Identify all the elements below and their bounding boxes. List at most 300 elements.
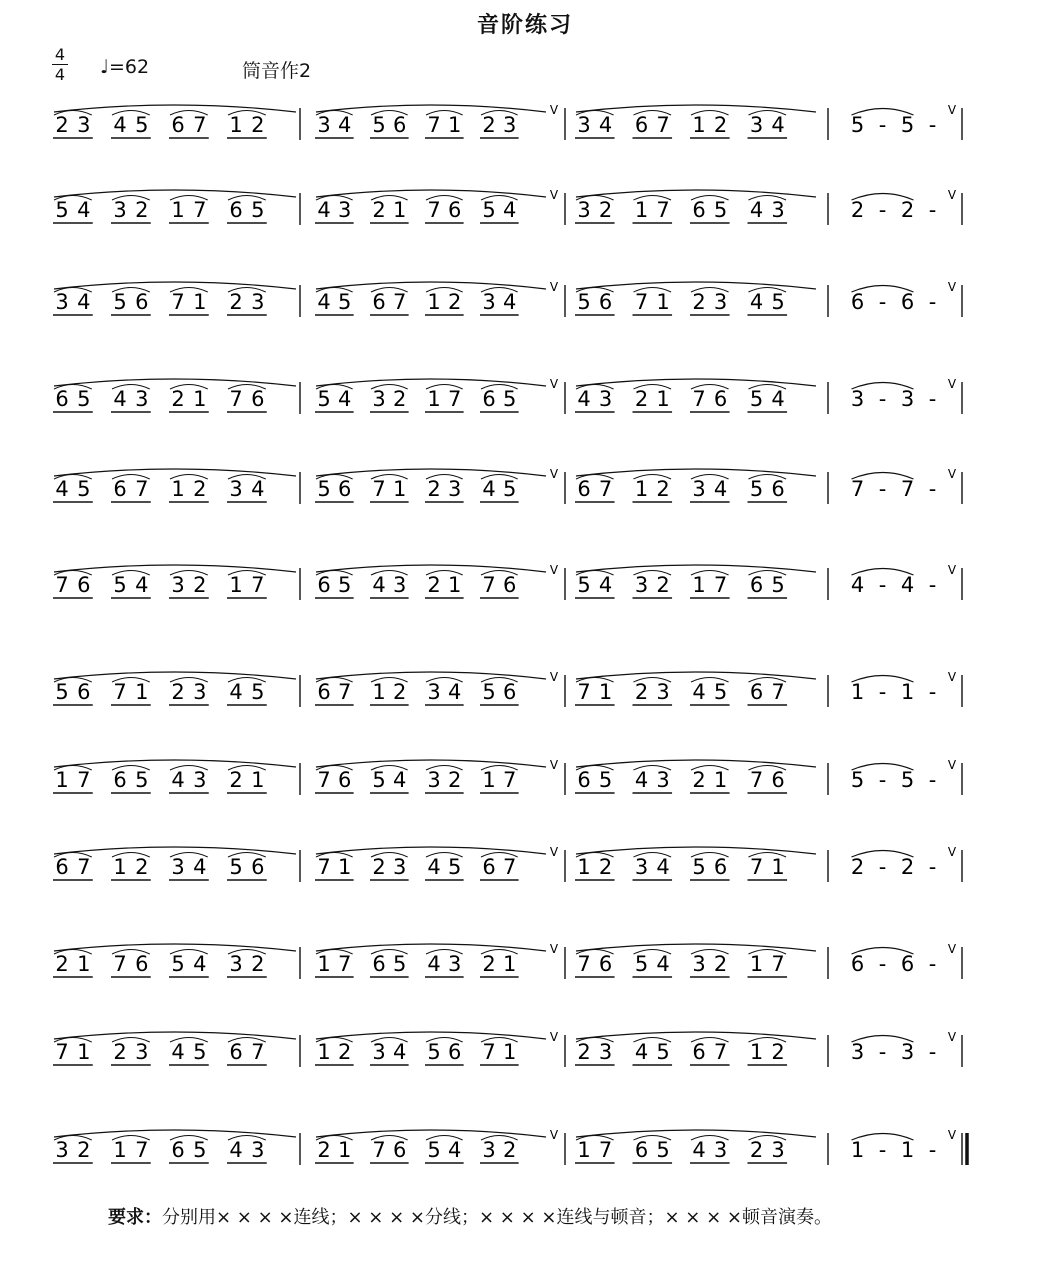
- note: 4: [692, 680, 706, 704]
- note: 7: [713, 573, 728, 597]
- key-marking: 筒音作2: [242, 60, 312, 82]
- note: 5: [713, 198, 728, 222]
- note: 4: [447, 680, 462, 704]
- slur: [54, 190, 296, 197]
- note: 3: [598, 1040, 613, 1064]
- note: 3: [55, 1138, 69, 1162]
- slur: [576, 469, 816, 476]
- note: 4: [482, 477, 496, 501]
- dash-note: -: [928, 387, 937, 411]
- note: 4: [656, 855, 670, 879]
- slur: [316, 379, 546, 386]
- note: 2: [900, 198, 915, 222]
- slur: [54, 565, 296, 572]
- note: 6: [713, 387, 728, 411]
- note: 5: [900, 768, 915, 792]
- note: 3: [113, 198, 127, 222]
- note: 1: [598, 680, 613, 704]
- dash-note: -: [878, 387, 887, 411]
- note: 4: [749, 290, 764, 314]
- note: 6: [850, 952, 865, 976]
- breath-mark: V: [947, 188, 957, 202]
- note: 1: [577, 1138, 591, 1162]
- note: 5: [193, 1040, 207, 1064]
- note: 4: [900, 573, 915, 597]
- note: 1: [656, 387, 670, 411]
- note: 1: [135, 680, 149, 704]
- note: 4: [850, 573, 865, 597]
- breath-mark: V: [947, 377, 957, 391]
- breath-mark: V: [549, 377, 559, 391]
- score-row: [50, 183, 980, 253]
- note: 2: [447, 768, 462, 792]
- slur: [54, 469, 296, 476]
- breath-mark: V: [947, 563, 957, 577]
- dash-note: -: [878, 680, 887, 704]
- note: 7: [427, 113, 441, 137]
- note: 5: [447, 855, 462, 879]
- slur: [54, 1032, 296, 1039]
- note: 6: [502, 680, 517, 704]
- note: 4: [771, 387, 785, 411]
- slur: [576, 190, 816, 197]
- note: 3: [692, 952, 706, 976]
- note: 3: [749, 113, 764, 137]
- note: 4: [427, 855, 441, 879]
- note: 7: [482, 573, 496, 597]
- note: 2: [317, 1138, 331, 1162]
- breath-mark: V: [947, 845, 957, 859]
- score-row-svg: [50, 558, 980, 628]
- score-row: [50, 937, 980, 1007]
- slur: [316, 105, 546, 112]
- note: 1: [502, 1040, 517, 1064]
- breath-mark: V: [947, 758, 957, 772]
- note: 1: [692, 573, 706, 597]
- note: 4: [251, 477, 265, 501]
- note: 4: [598, 113, 613, 137]
- note: 1: [482, 768, 496, 792]
- score-row-svg: [50, 275, 980, 345]
- note: 6: [502, 573, 517, 597]
- slur: [54, 672, 296, 679]
- score-row-svg: [50, 937, 980, 1007]
- note: 2: [850, 855, 865, 879]
- note: 4: [634, 1040, 649, 1064]
- note: 3: [193, 768, 207, 792]
- breath-mark: V: [947, 280, 957, 294]
- breath-mark: V: [549, 467, 559, 481]
- note: 5: [251, 198, 265, 222]
- note: 2: [251, 952, 265, 976]
- note: 5: [482, 680, 496, 704]
- dash-note: -: [878, 768, 887, 792]
- note: 5: [656, 1040, 670, 1064]
- note: 6: [77, 680, 91, 704]
- note: 2: [634, 387, 649, 411]
- note: 3: [447, 477, 462, 501]
- dash-note: -: [928, 855, 937, 879]
- note: 2: [598, 198, 613, 222]
- note: 5: [850, 768, 865, 792]
- note: 6: [749, 680, 764, 704]
- note: 1: [771, 855, 785, 879]
- note: 7: [135, 1138, 149, 1162]
- note: 2: [193, 573, 207, 597]
- note: 2: [372, 855, 386, 879]
- note: 4: [749, 198, 764, 222]
- slur: [576, 1130, 816, 1137]
- note: 4: [77, 290, 91, 314]
- breath-mark: V: [947, 942, 957, 956]
- note: 5: [337, 573, 352, 597]
- note: 6: [850, 290, 865, 314]
- note: 2: [656, 573, 670, 597]
- slur: [54, 944, 296, 951]
- score-row: [50, 275, 980, 345]
- note: 7: [656, 198, 670, 222]
- note: 3: [392, 855, 407, 879]
- note: 4: [171, 768, 185, 792]
- note: 7: [771, 952, 785, 976]
- note: 2: [171, 387, 185, 411]
- note: 7: [598, 1138, 613, 1162]
- note: 6: [598, 290, 613, 314]
- breath-mark: V: [947, 1128, 957, 1142]
- note: 3: [656, 680, 670, 704]
- dash-note: -: [878, 952, 887, 976]
- slur: [576, 282, 816, 289]
- note: 3: [427, 680, 441, 704]
- note: 7: [656, 113, 670, 137]
- note: 5: [656, 1138, 670, 1162]
- note: 6: [392, 1138, 407, 1162]
- note: 7: [55, 573, 69, 597]
- dash-note: -: [878, 198, 887, 222]
- note: 4: [656, 952, 670, 976]
- note: 4: [113, 113, 127, 137]
- note: 6: [372, 952, 386, 976]
- note: 7: [749, 855, 764, 879]
- note: 4: [577, 387, 591, 411]
- note: 1: [171, 198, 185, 222]
- note: 4: [77, 198, 91, 222]
- note: 6: [372, 290, 386, 314]
- note: 4: [598, 573, 613, 597]
- note: 1: [850, 680, 865, 704]
- note: 5: [502, 387, 517, 411]
- note: 3: [502, 113, 517, 137]
- note: 3: [372, 387, 386, 411]
- note: 4: [229, 680, 243, 704]
- note: 7: [113, 952, 127, 976]
- slur: [316, 944, 546, 951]
- note: 7: [482, 1040, 496, 1064]
- note: 1: [229, 573, 243, 597]
- note: 3: [372, 1040, 386, 1064]
- note: 1: [502, 952, 517, 976]
- note: 6: [337, 768, 352, 792]
- score-row-svg: [50, 462, 980, 532]
- note: 5: [749, 477, 764, 501]
- note: 1: [749, 1040, 764, 1064]
- note: 3: [171, 855, 185, 879]
- note: 5: [427, 1138, 441, 1162]
- note: 3: [251, 290, 265, 314]
- note: 5: [55, 680, 69, 704]
- note: 7: [577, 952, 591, 976]
- note: 7: [229, 387, 243, 411]
- note: 5: [77, 477, 91, 501]
- slur: [316, 672, 546, 679]
- note: 2: [771, 1040, 785, 1064]
- note: 6: [55, 855, 69, 879]
- note: 3: [482, 290, 496, 314]
- note: 2: [372, 198, 386, 222]
- score-row: [50, 1025, 980, 1095]
- note: 1: [634, 477, 649, 501]
- slur: [576, 105, 816, 112]
- slur: [576, 672, 816, 679]
- note: 5: [850, 113, 865, 137]
- note: 6: [482, 855, 496, 879]
- note: 1: [447, 113, 462, 137]
- note: 1: [317, 952, 331, 976]
- breath-mark: V: [549, 103, 559, 117]
- note: 6: [171, 1138, 185, 1162]
- note: 3: [598, 387, 613, 411]
- note: 1: [337, 1138, 352, 1162]
- breath-mark: V: [549, 1030, 559, 1044]
- note: 5: [598, 768, 613, 792]
- time-signature-top: 4: [54, 45, 66, 64]
- dash-note: -: [928, 680, 937, 704]
- note: 4: [317, 198, 331, 222]
- note: 7: [577, 680, 591, 704]
- slur: [576, 1032, 816, 1039]
- dash-note: -: [928, 290, 937, 314]
- slur: [54, 760, 296, 767]
- note: 1: [900, 680, 915, 704]
- note: 2: [55, 113, 69, 137]
- slur: [576, 847, 816, 854]
- note: 2: [598, 855, 613, 879]
- note: 1: [113, 1138, 127, 1162]
- note: 7: [251, 1040, 265, 1064]
- note: 7: [337, 680, 352, 704]
- note: 7: [193, 198, 207, 222]
- note: 5: [193, 1138, 207, 1162]
- note: 3: [251, 1138, 265, 1162]
- note: 4: [392, 1040, 407, 1064]
- score-row-svg: [50, 665, 980, 735]
- note: 5: [577, 573, 591, 597]
- slur: [316, 565, 546, 572]
- note: 2: [427, 477, 441, 501]
- note: 3: [392, 573, 407, 597]
- score-row: [50, 1123, 980, 1193]
- breath-mark: V: [947, 1030, 957, 1044]
- note: 2: [77, 1138, 91, 1162]
- note: 7: [317, 768, 331, 792]
- note: 1: [77, 952, 91, 976]
- note: 6: [447, 1040, 462, 1064]
- note: 7: [749, 768, 764, 792]
- note: 5: [634, 952, 649, 976]
- dash-note: -: [928, 768, 937, 792]
- note: 3: [193, 680, 207, 704]
- note: 3: [692, 477, 706, 501]
- breath-mark: V: [549, 670, 559, 684]
- note: 5: [577, 290, 591, 314]
- note: 6: [771, 768, 785, 792]
- note: 5: [135, 768, 149, 792]
- breath-mark: V: [549, 563, 559, 577]
- note: 5: [55, 198, 69, 222]
- note: 5: [317, 387, 331, 411]
- note: 2: [692, 290, 706, 314]
- note: 2: [392, 387, 407, 411]
- note: 1: [713, 768, 728, 792]
- slur: [54, 379, 296, 386]
- breath-mark: V: [947, 467, 957, 481]
- dash-note: -: [878, 1138, 887, 1162]
- score-row: [50, 558, 980, 628]
- note: 3: [577, 113, 591, 137]
- slur: [576, 760, 816, 767]
- score-row: [50, 753, 980, 823]
- score-row: [50, 372, 980, 442]
- note: 3: [713, 1138, 728, 1162]
- note: 6: [447, 198, 462, 222]
- breath-mark: V: [549, 942, 559, 956]
- note: 3: [171, 573, 185, 597]
- note: 1: [171, 477, 185, 501]
- note: 3: [427, 768, 441, 792]
- note: 6: [317, 680, 331, 704]
- note: 1: [447, 573, 462, 597]
- note: 3: [135, 387, 149, 411]
- note: 6: [577, 477, 591, 501]
- note: 6: [392, 113, 407, 137]
- note: 2: [656, 477, 670, 501]
- dash-note: -: [928, 198, 937, 222]
- dash-note: -: [878, 855, 887, 879]
- note: 2: [482, 113, 496, 137]
- note: 2: [900, 855, 915, 879]
- note: 1: [251, 768, 265, 792]
- note: 3: [850, 1040, 865, 1064]
- note: 2: [577, 1040, 591, 1064]
- requirements-text: 分别用× × × ×连线；× × × ×分线；× × × ×连线与顿音；× × × ×顿音演奏。: [162, 1207, 832, 1228]
- note: 5: [113, 290, 127, 314]
- note: 1: [113, 855, 127, 879]
- note: 2: [229, 768, 243, 792]
- note: 6: [251, 387, 265, 411]
- note: 3: [55, 290, 69, 314]
- note: 6: [251, 855, 265, 879]
- note: 7: [713, 1040, 728, 1064]
- note: 5: [229, 855, 243, 879]
- slur: [316, 190, 546, 197]
- note: 6: [55, 387, 69, 411]
- slur: [54, 847, 296, 854]
- note: 2: [229, 290, 243, 314]
- score-row-svg: [50, 98, 980, 168]
- note: 2: [392, 680, 407, 704]
- note: 2: [713, 113, 728, 137]
- note: 4: [113, 387, 127, 411]
- time-signature: [52, 46, 68, 83]
- note: 2: [634, 680, 649, 704]
- note: 6: [113, 768, 127, 792]
- note: 3: [900, 1040, 915, 1064]
- note: 4: [427, 952, 441, 976]
- note: 6: [692, 1040, 706, 1064]
- note: 7: [251, 573, 265, 597]
- slur: [316, 282, 546, 289]
- note: 4: [135, 573, 149, 597]
- note: 3: [317, 113, 331, 137]
- note: 4: [771, 113, 785, 137]
- note: 4: [713, 477, 728, 501]
- slur: [316, 847, 546, 854]
- score-row-svg: [50, 840, 980, 910]
- note: 7: [447, 387, 462, 411]
- note: 1: [577, 855, 591, 879]
- slur: [54, 282, 296, 289]
- note: 5: [771, 290, 785, 314]
- note: 5: [749, 387, 764, 411]
- note: 2: [135, 855, 149, 879]
- note: 7: [135, 477, 149, 501]
- breath-mark: V: [947, 103, 957, 117]
- note: 5: [113, 573, 127, 597]
- note: 2: [193, 477, 207, 501]
- note: 7: [850, 477, 865, 501]
- note: 1: [193, 290, 207, 314]
- note: 1: [900, 1138, 915, 1162]
- note: 3: [656, 768, 670, 792]
- slur: [316, 760, 546, 767]
- note: 1: [372, 680, 386, 704]
- note: 5: [317, 477, 331, 501]
- breath-mark: V: [549, 1128, 559, 1142]
- note: 1: [634, 198, 649, 222]
- score-row-svg: [50, 1025, 980, 1095]
- note: 2: [447, 290, 462, 314]
- slur: [576, 944, 816, 951]
- dash-note: -: [878, 573, 887, 597]
- note: 3: [771, 1138, 785, 1162]
- score-row-svg: [50, 372, 980, 442]
- requirements: [108, 1200, 1008, 1236]
- note: 6: [749, 573, 764, 597]
- note: 5: [171, 952, 185, 976]
- note: 2: [749, 1138, 764, 1162]
- note: 6: [135, 290, 149, 314]
- note: 6: [171, 113, 185, 137]
- note: 4: [317, 290, 331, 314]
- score-row: [50, 840, 980, 910]
- score-row-svg: [50, 1123, 980, 1193]
- note: 5: [502, 477, 517, 501]
- note: 1: [193, 387, 207, 411]
- slur: [576, 565, 816, 572]
- breath-mark: V: [549, 758, 559, 772]
- slur: [316, 1032, 546, 1039]
- note: 4: [392, 768, 407, 792]
